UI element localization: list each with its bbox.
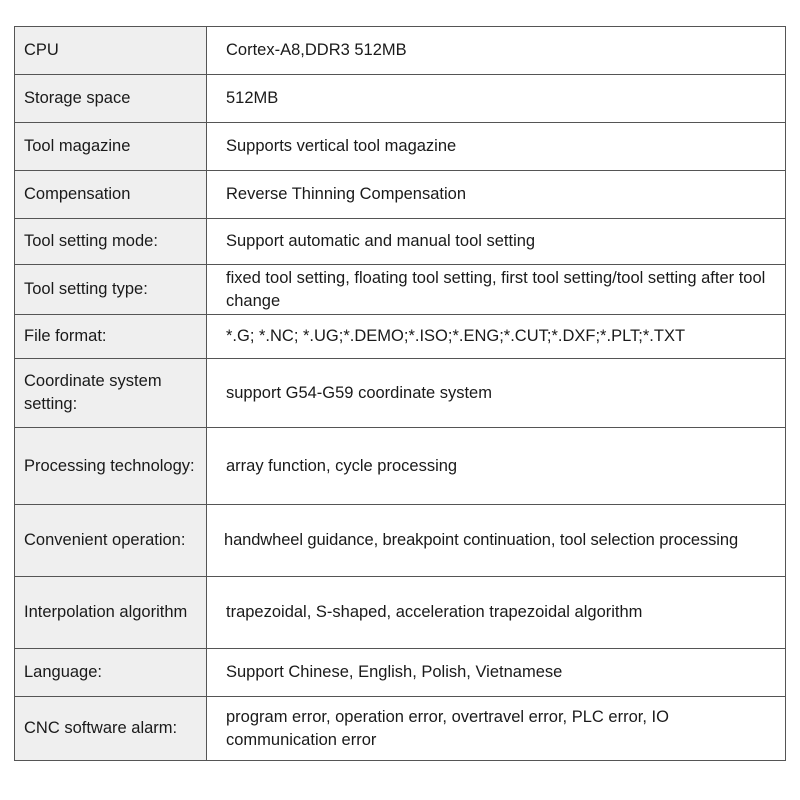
spec-label: Compensation (24, 185, 131, 203)
spec-value-cell (207, 219, 786, 265)
spec-label-cell (15, 123, 207, 171)
spec-value-cell (207, 171, 786, 219)
spec-label-cell (15, 649, 207, 697)
table-row (15, 697, 786, 761)
spec-label: CNC software alarm: (24, 719, 178, 737)
table-row (15, 75, 786, 123)
table-row (15, 505, 786, 577)
spec-value-cell (207, 577, 786, 649)
spec-label-cell (15, 27, 207, 75)
spec-label-cell (15, 75, 207, 123)
spec-value: 512MB (226, 89, 279, 107)
table-row (15, 577, 786, 649)
spec-value-cell (207, 505, 786, 577)
spec-label-cell (15, 265, 207, 315)
spec-value: Support Chinese, English, Polish, Vietnamese (226, 663, 563, 681)
spec-label-cell (15, 171, 207, 219)
table-row (15, 428, 786, 505)
spec-label: Coordinate system setting: (24, 372, 162, 413)
table-row (15, 649, 786, 697)
spec-value: Support automatic and manual tool setting (226, 232, 536, 250)
spec-value-cell (207, 428, 786, 505)
spec-value-cell (207, 315, 786, 359)
spec-label-cell (15, 697, 207, 761)
spec-value-cell (207, 649, 786, 697)
spec-label-cell (15, 505, 207, 577)
spec-label: CPU (24, 41, 59, 59)
spec-label: Language: (24, 663, 102, 681)
spec-table (14, 26, 786, 761)
spec-value: support G54-G59 coordinate system (226, 383, 492, 402)
spec-label-cell (15, 428, 207, 505)
table-row (15, 315, 786, 359)
spec-value-cell (207, 75, 786, 123)
spec-label: File format: (24, 327, 107, 345)
spec-value: handwheel guidance, breakpoint continuation, tool selection processing (224, 531, 739, 549)
spec-value: Cortex-A8,DDR3 512MB (226, 41, 407, 59)
spec-value: Reverse Thinning Compensation (226, 185, 466, 203)
table-row (15, 27, 786, 75)
spec-value-cell (207, 123, 786, 171)
spec-value-cell (207, 265, 786, 315)
spec-value: Supports vertical tool magazine (226, 137, 457, 155)
spec-label-cell (15, 577, 207, 649)
spec-label: Tool setting mode: (24, 232, 158, 250)
table-row (15, 359, 786, 428)
table-row (15, 265, 786, 315)
spec-value: array function, cycle processing (226, 456, 458, 475)
spec-value: program error, operation error, overtravel error, PLC error, IO communication error (226, 707, 669, 749)
spec-label: Storage space (24, 89, 131, 107)
table-row (15, 171, 786, 219)
spec-label-cell (15, 359, 207, 428)
spec-label: Interpolation algorithm (24, 603, 188, 621)
spec-label: Tool magazine (24, 137, 131, 155)
spec-value-cell (207, 27, 786, 75)
spec-label-cell (15, 219, 207, 265)
spec-value-cell (207, 359, 786, 428)
spec-value: trapezoidal, S-shaped, acceleration trapezoidal algorithm (226, 603, 643, 621)
spec-label: Tool setting type: (24, 280, 148, 298)
table-row (15, 123, 786, 171)
spec-value: *.G; *.NC; *.UG;*.DEMO;*.ISO;*.ENG;*.CUT;*.DXF;*.PLT;*.TXT (226, 327, 686, 345)
spec-value: fixed tool setting, floating tool setting, first tool setting/tool setting after tool change (226, 268, 766, 310)
spec-label: Convenient operation: (24, 531, 186, 549)
spec-value-cell (207, 697, 786, 761)
spec-label: Processing technology: (24, 456, 195, 475)
spec-label-cell (15, 315, 207, 359)
table-row (15, 219, 786, 265)
